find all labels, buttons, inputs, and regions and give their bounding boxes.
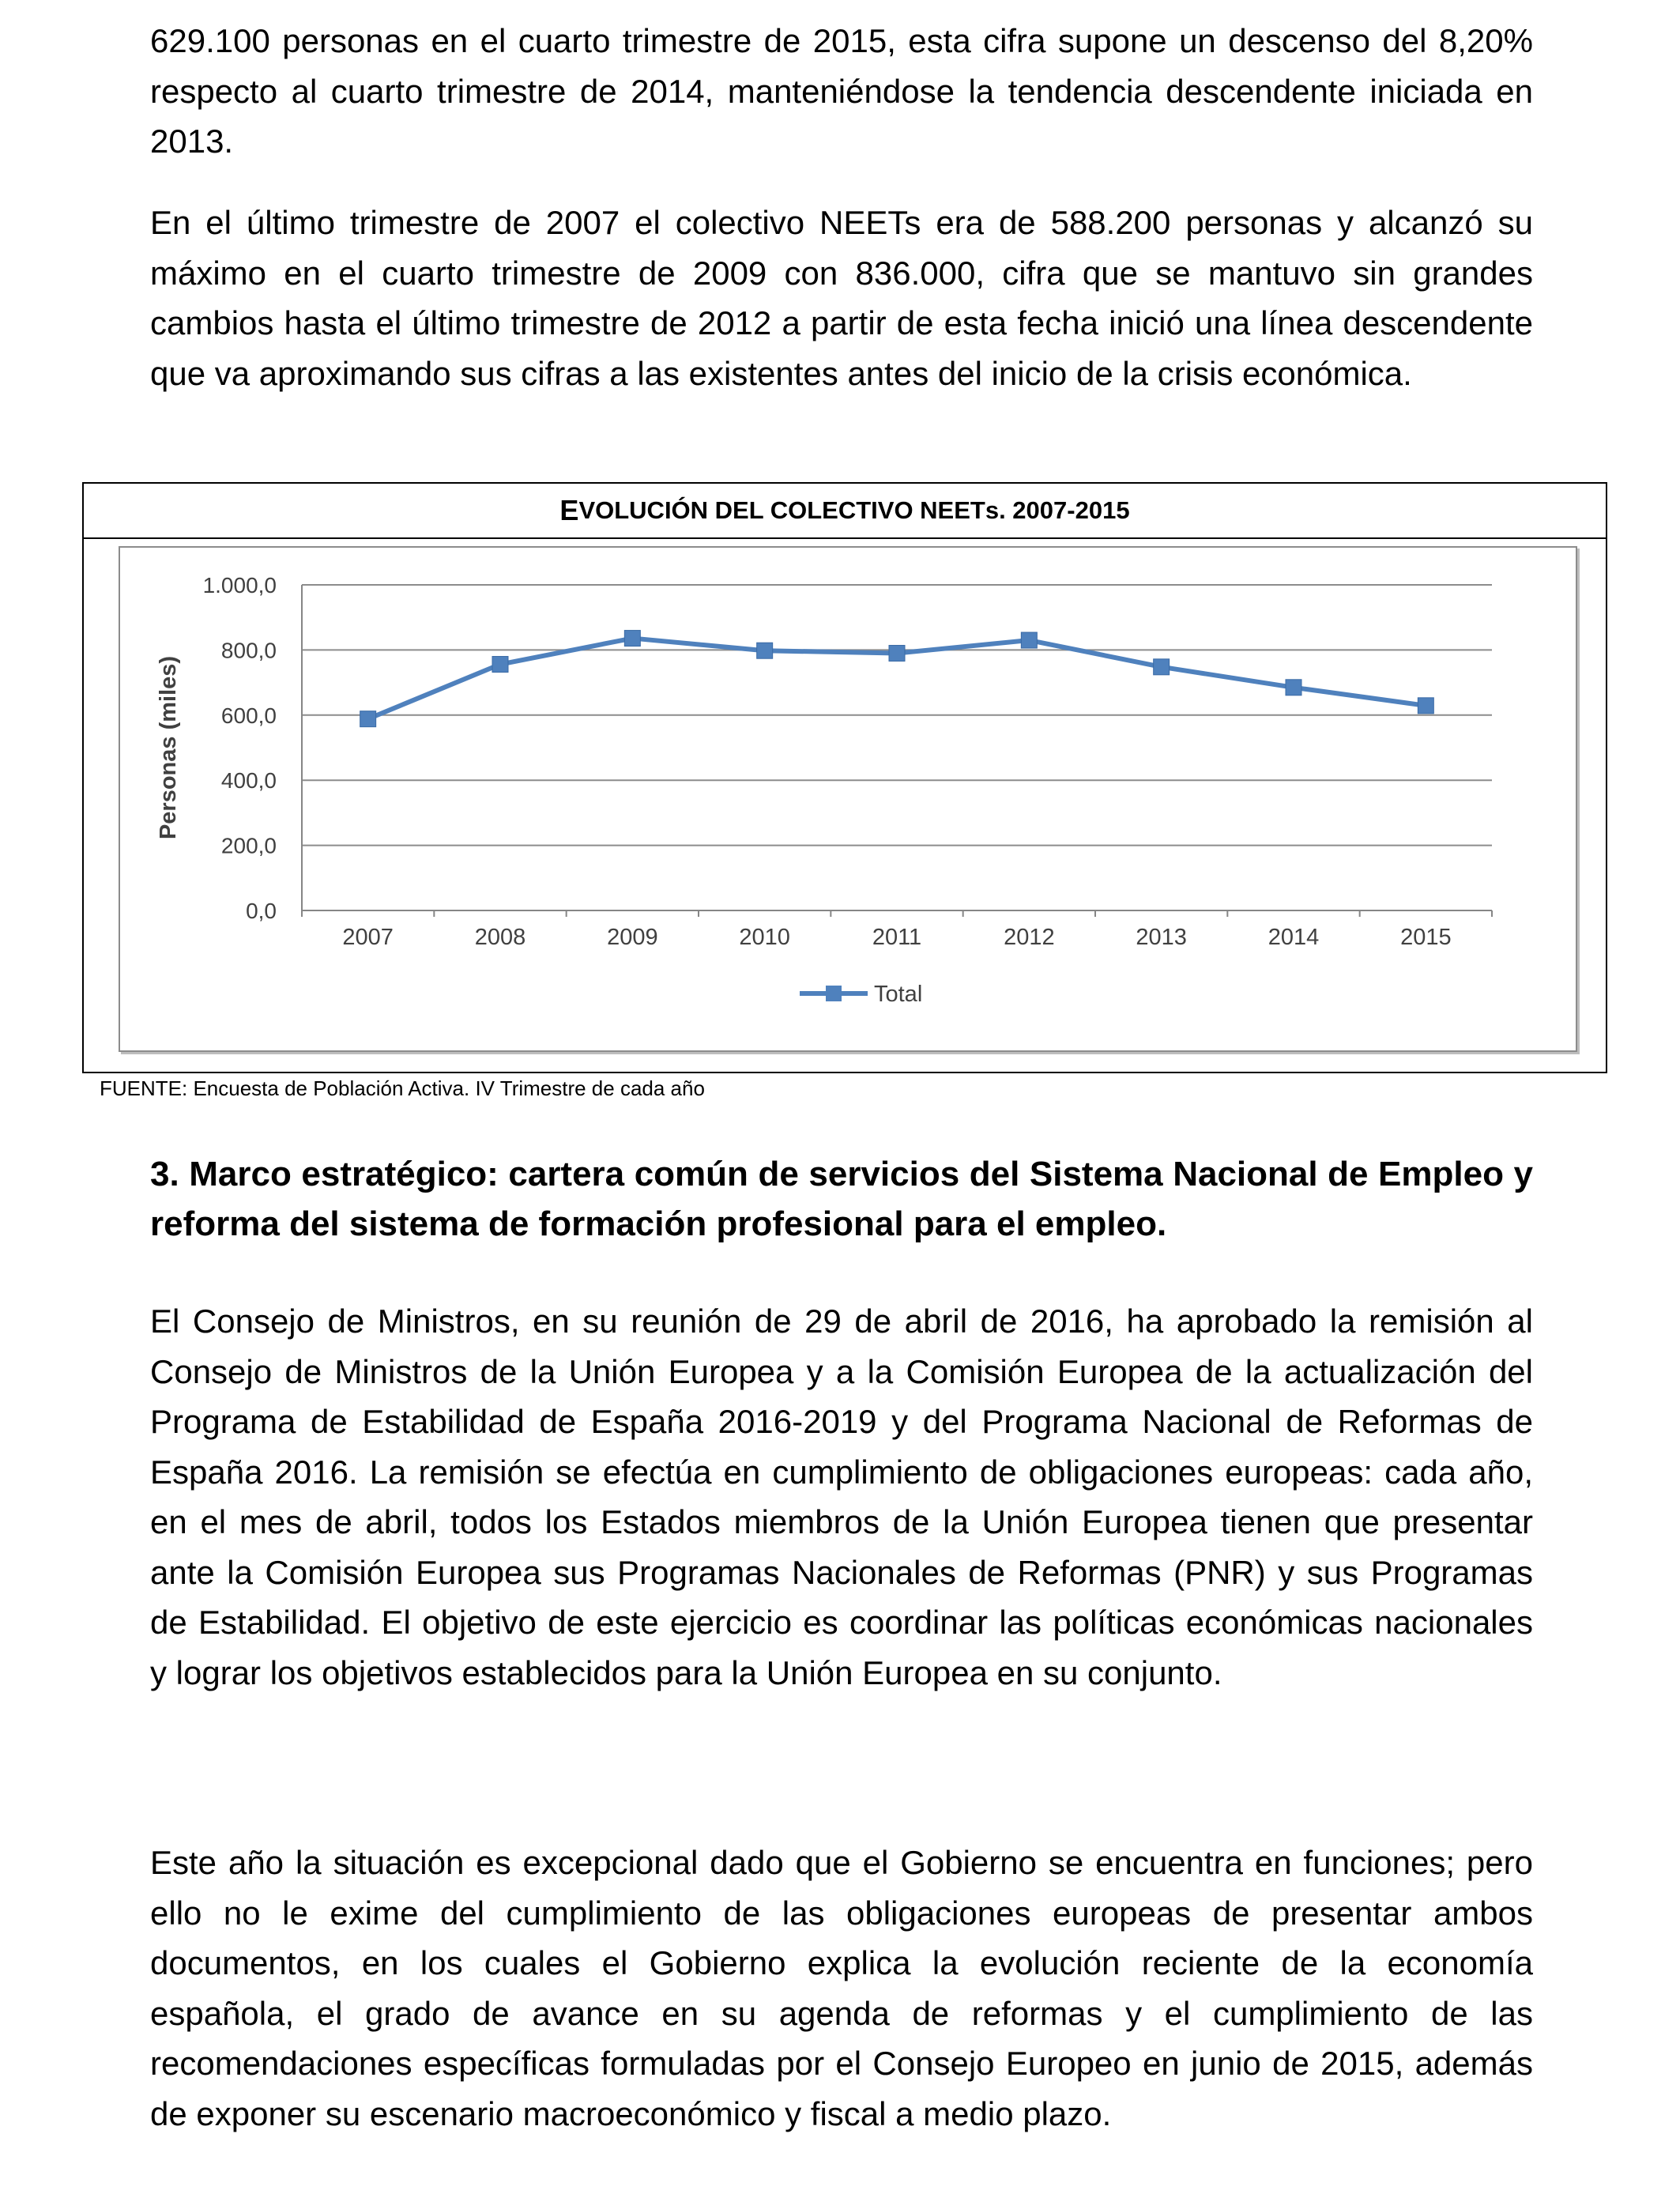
y-tick-label: 400,0: [220, 768, 277, 794]
y-tick-label: 800,0: [220, 638, 277, 663]
chart-title-suffix: s. 2007-2015: [985, 496, 1130, 524]
data-point-marker: [1418, 698, 1433, 714]
legend-label-total: Total: [874, 982, 923, 1007]
legend-marker-total: [826, 986, 842, 1001]
section-heading: 3. Marco estratégico: cartera común de servicios del Sistema Nacional de Empleo y reforma del sistema de formación profesional para el empleo.: [150, 1155, 1533, 1243]
x-tick-label: 2012: [1004, 925, 1055, 950]
y-tick-label: 1.000,0: [202, 573, 277, 598]
paragraph-consejo-ministros: El Consejo de Ministros, en su reunión de 29 de abril de 2016, ha aprobado la remisión al Consejo de Ministros de la Unión Europea y a la Comisión Europea de la actualización del Programa de Estabilidad de España 2016-2019 y del Programa Nacional de Reformas de España 2016. La remisión se efectúa en cumplimiento de obligaciones europeas: cada año, en el mes de abril, todos los Estados miembros de la Unión Europea tienen que presentar ante la Comisión Europea sus Programas Nacionales de Reformas (PNR) y sus Programas de Estabilidad. El objetivo de este ejercicio es coordinar las políticas económicas nacionales y lograr los objetivos establecidos para la Unión Europea en su conjunto.: [150, 1302, 1533, 1691]
data-point-marker: [1021, 632, 1037, 648]
chart-title-main: VOLUCIÓN DEL COLECTIVO NEET: [578, 496, 985, 524]
data-point-marker: [360, 711, 376, 727]
paragraph-neets-2015: 629.100 personas en el cuarto trimestre de 2015, esta cifra supone un descenso del 8,20% respecto al cuarto trimestre de 2014, manteniéndose la tendencia descendente iniciada en 2013.: [150, 22, 1533, 160]
x-tick-label: 2008: [474, 925, 526, 950]
plot-area: [119, 546, 1577, 1052]
paragraph-situacion-excepcional: Este año la situación es excepcional dado que el Gobierno se encuentra en funciones; pero ello no le exime del cumplimiento de las obligaciones europeas de presentar ambos documentos, en los cuales el Gobierno explica la evolución reciente de la economía española, el grado de avance en su agenda de reformas y el cumplimiento de las recomendaciones específicas formuladas por el Consejo Europeo en junio de 2015, además de exponer su escenario macroeconómico y fiscal a medio plazo.: [150, 1844, 1533, 2132]
y-axis-title: Personas (miles): [156, 655, 181, 840]
x-tick-label: 2007: [342, 925, 394, 950]
y-tick-label: 0,0: [246, 899, 277, 923]
chart-title-initial: E: [559, 494, 579, 526]
chart-frame: [82, 482, 1607, 1073]
paragraph-neets-evolution: En el último trimestre de 2007 el colectivo NEETs era de 588.200 personas y alcanzó su máximo en el cuarto trimestre de 2009 con 836.000, cifra que se mantuvo sin grandes cambios hasta el último trimestre de 2012 a partir de esta fecha inició una línea descendente que va aproximando sus cifras a las existentes antes del inicio de la crisis económica.: [150, 204, 1533, 392]
data-point-marker: [1154, 659, 1170, 675]
data-point-marker: [757, 643, 773, 658]
data-point-marker: [492, 657, 508, 673]
line-chart: [120, 548, 1576, 1050]
x-tick-label: 2014: [1268, 925, 1320, 950]
x-tick-label: 2015: [1400, 925, 1452, 950]
x-tick-label: 2011: [872, 925, 922, 950]
x-tick-label: 2009: [607, 925, 658, 950]
data-point-marker: [889, 646, 905, 662]
data-point-marker: [1286, 680, 1301, 696]
data-point-marker: [624, 631, 640, 647]
y-tick-label: 200,0: [220, 833, 277, 858]
chart-title: [84, 484, 1606, 539]
x-tick-label: 2013: [1136, 925, 1187, 950]
y-tick-label: 600,0: [220, 703, 277, 728]
x-tick-label: 2010: [739, 925, 790, 950]
chart-source-note: FUENTE: Encuesta de Población Activa. IV Trimestre de cada año: [100, 1076, 705, 1100]
